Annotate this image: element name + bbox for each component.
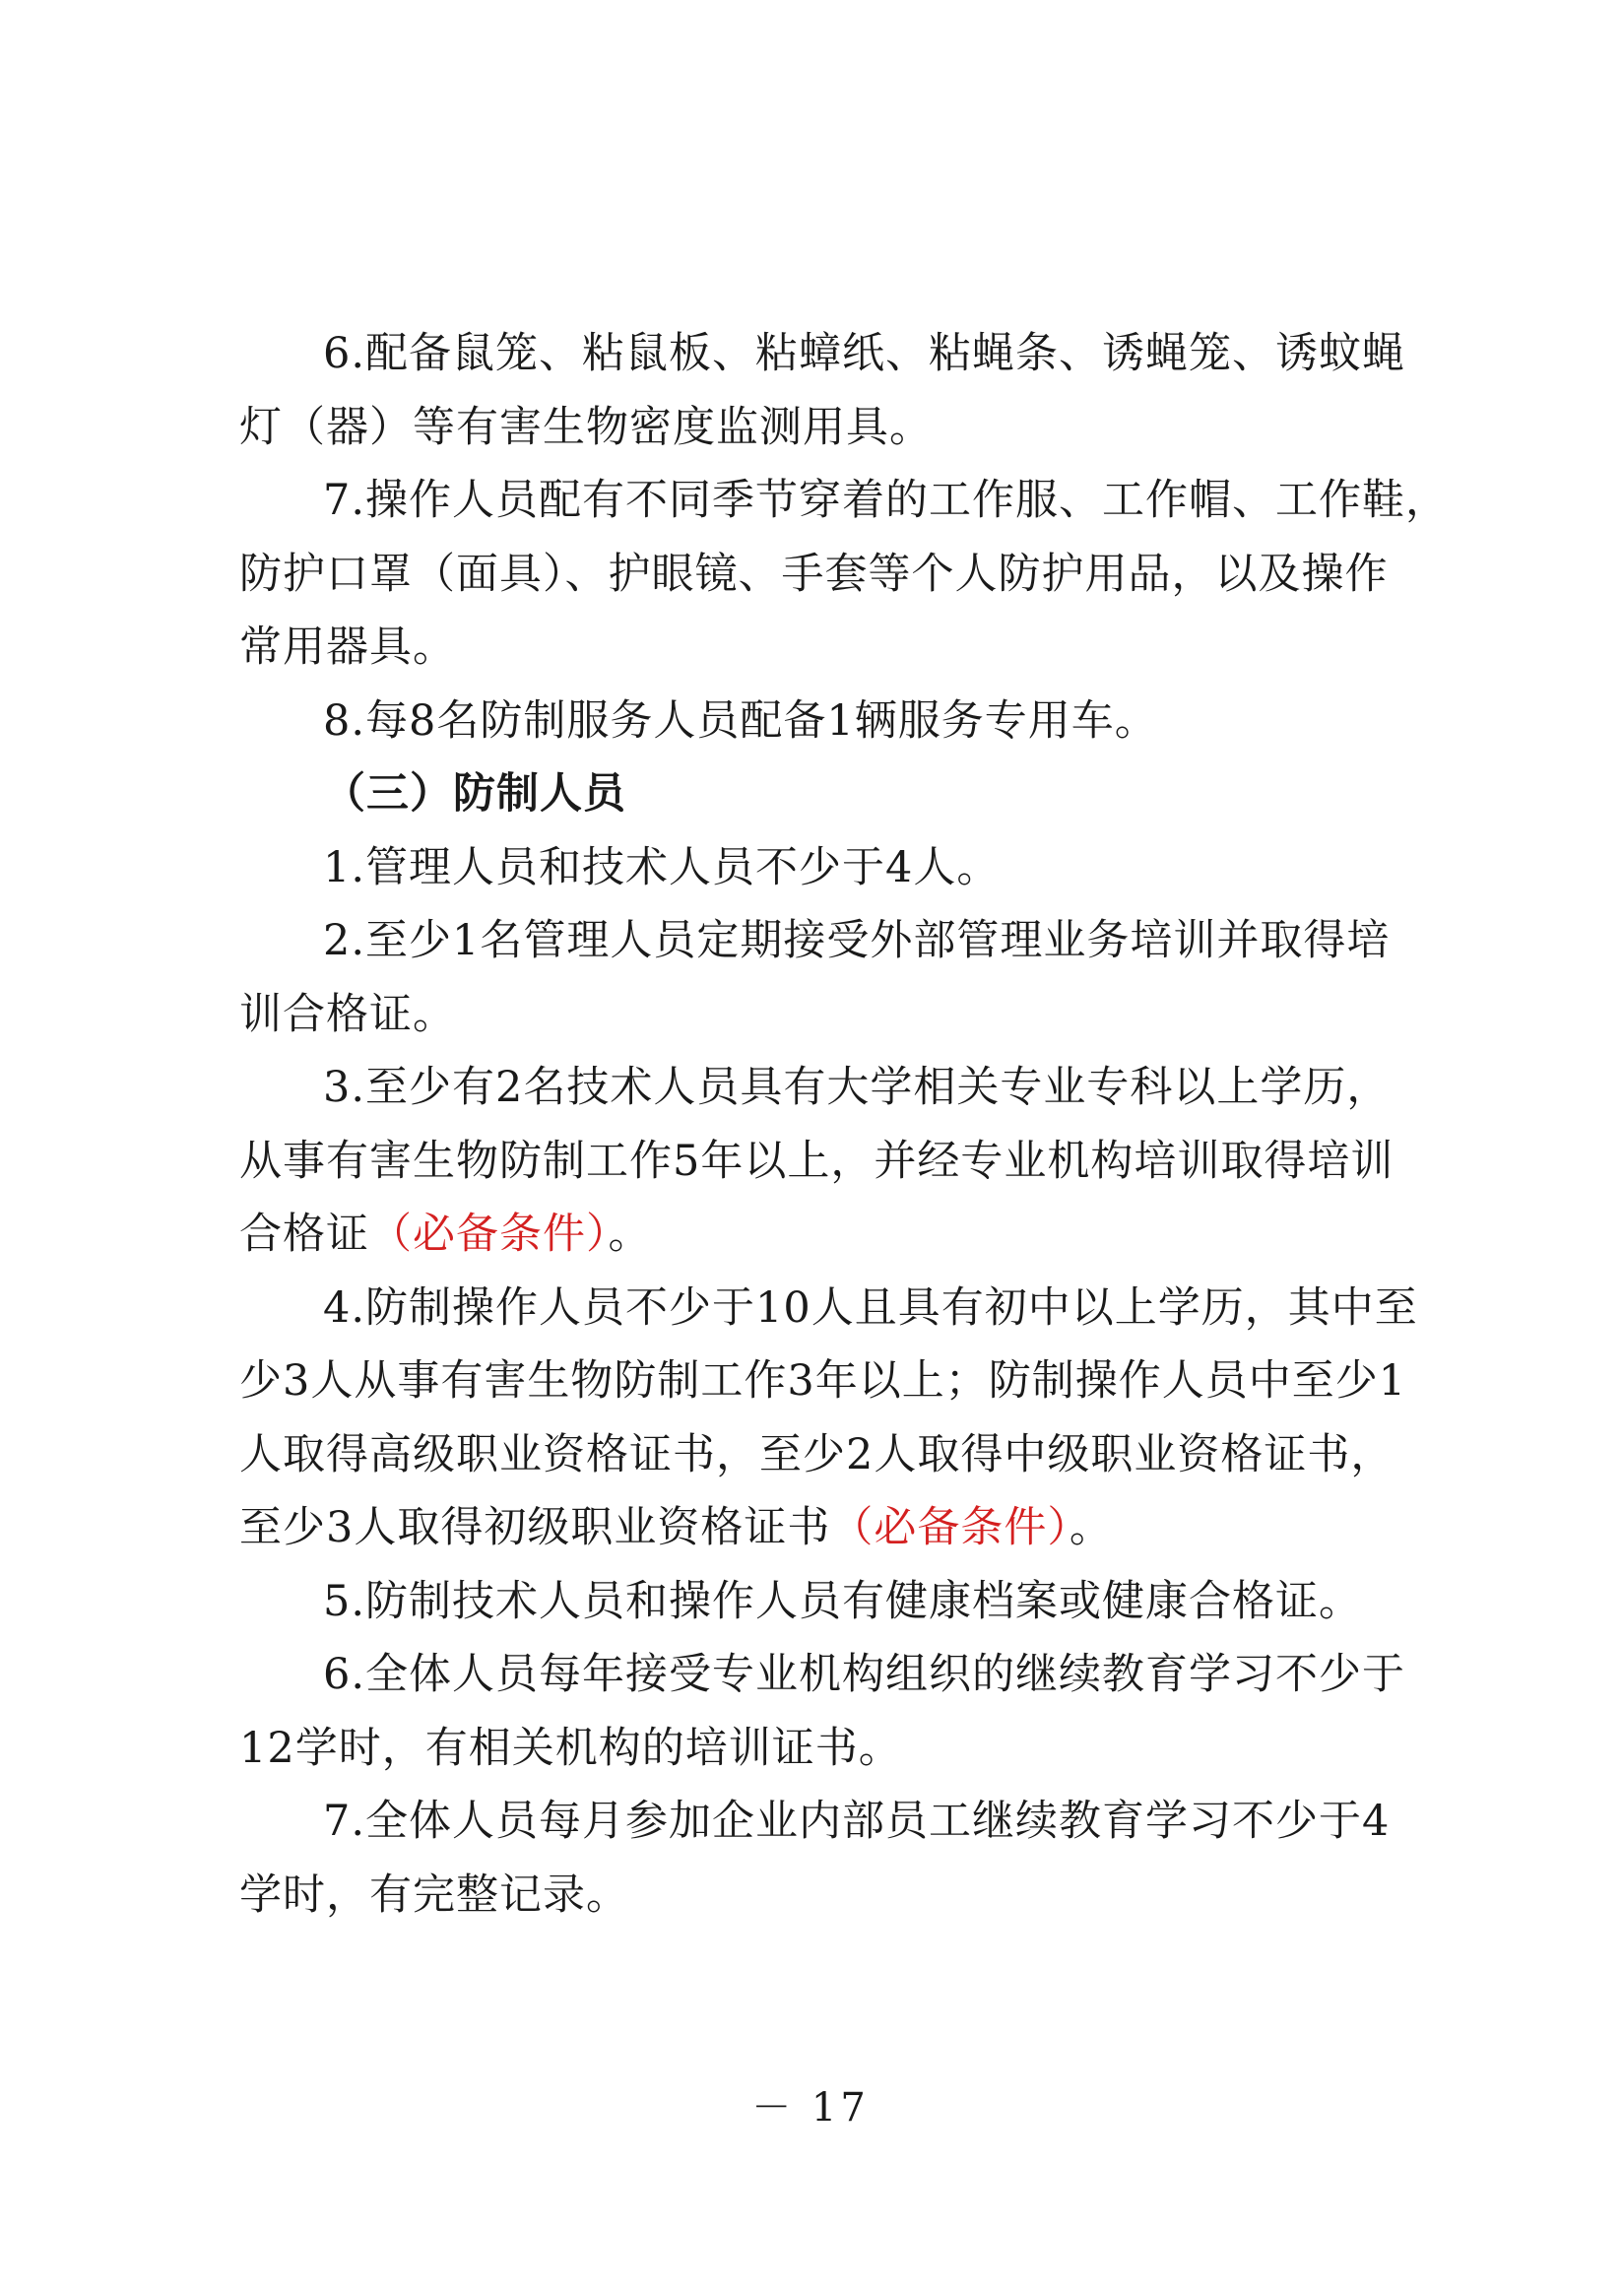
text-segment: 。 xyxy=(1069,1503,1113,1552)
paragraph-staff-4-line-3: 人取得高级职业资格证书，至少2人取得中级职业资格证书， xyxy=(239,1429,1394,1479)
paragraph-staff-2-line-2: 训合格证。 xyxy=(239,989,456,1039)
paragraph-staff-7-line-2: 学时，有完整记录。 xyxy=(239,1870,629,1920)
paragraph-staff-6-line-1: 6.全体人员每年接受专业机构组织的继续教育学习不少于 xyxy=(323,1650,1406,1699)
text-segment: 至少3人取得初级职业资格证书 xyxy=(239,1503,831,1552)
required-condition-note: （必备条件） xyxy=(830,1503,1070,1552)
paragraph-staff-6-line-2: 12学时，有相关机构的培训证书。 xyxy=(239,1723,902,1773)
paragraph-staff-4-line-2: 少3人从事有害生物防制工作3年以上；防制操作人员中至少1 xyxy=(239,1356,1407,1406)
paragraph-equipment-8-line-1: 8.每8名防制服务人员配备1辆服务专用车。 xyxy=(323,695,1158,746)
paragraph-staff-3-line-1: 3.至少有2名技术人员具有大学相关专业专科以上学历， xyxy=(323,1063,1391,1112)
section-heading: （三）防制人员 xyxy=(323,769,626,819)
text-segment: 。 xyxy=(608,1210,652,1259)
page-number: － 17 xyxy=(751,2085,870,2131)
paragraph-equipment-7-line-1: 7.操作人员配有不同季节穿着的工作服、工作帽、工作鞋， xyxy=(323,476,1450,525)
paragraph-equipment-6-line-2: 灯（器）等有害生物密度监测用具。 xyxy=(239,402,933,452)
paragraph-staff-1-line-1: 1.管理人员和技术人员不少于4人。 xyxy=(323,842,1001,892)
paragraph-staff-4-line-4 xyxy=(239,1491,1382,1565)
paragraph-staff-5-line-1: 5.防制技术人员和操作人员有健康档案或健康合格证。 xyxy=(323,1576,1363,1626)
paragraph-staff-4-line-1: 4.防制操作人员不少于10人且具有初中以上学历，其中至 xyxy=(323,1282,1418,1333)
paragraph-equipment-6-line-1: 6.配备鼠笼、粘鼠板、粘蟑纸、粘蝇条、诱蝇笼、诱蚊蝇 xyxy=(323,329,1406,378)
paragraph-equipment-7-line-2: 防护口罩（面具）、护眼镜、手套等个人防护用品，以及操作 xyxy=(239,549,1389,599)
paragraph-staff-3-line-2: 从事有害生物防制工作5年以上，并经专业机构培训取得培训 xyxy=(239,1136,1394,1186)
text-segment: 合格证 xyxy=(239,1210,369,1259)
document-body xyxy=(239,317,1450,1932)
required-condition-note: （必备条件） xyxy=(369,1210,609,1259)
paragraph-staff-7-line-1: 7.全体人员每月参加企业内部员工继续教育学习不少于4 xyxy=(323,1797,1391,1846)
paragraph-staff-2-line-1: 2.至少1名管理人员定期接受外部管理业务培训并取得培 xyxy=(323,916,1391,965)
paragraph-equipment-7-line-3: 常用器具。 xyxy=(239,623,456,672)
paragraph-staff-3-line-3 xyxy=(239,1198,1382,1272)
